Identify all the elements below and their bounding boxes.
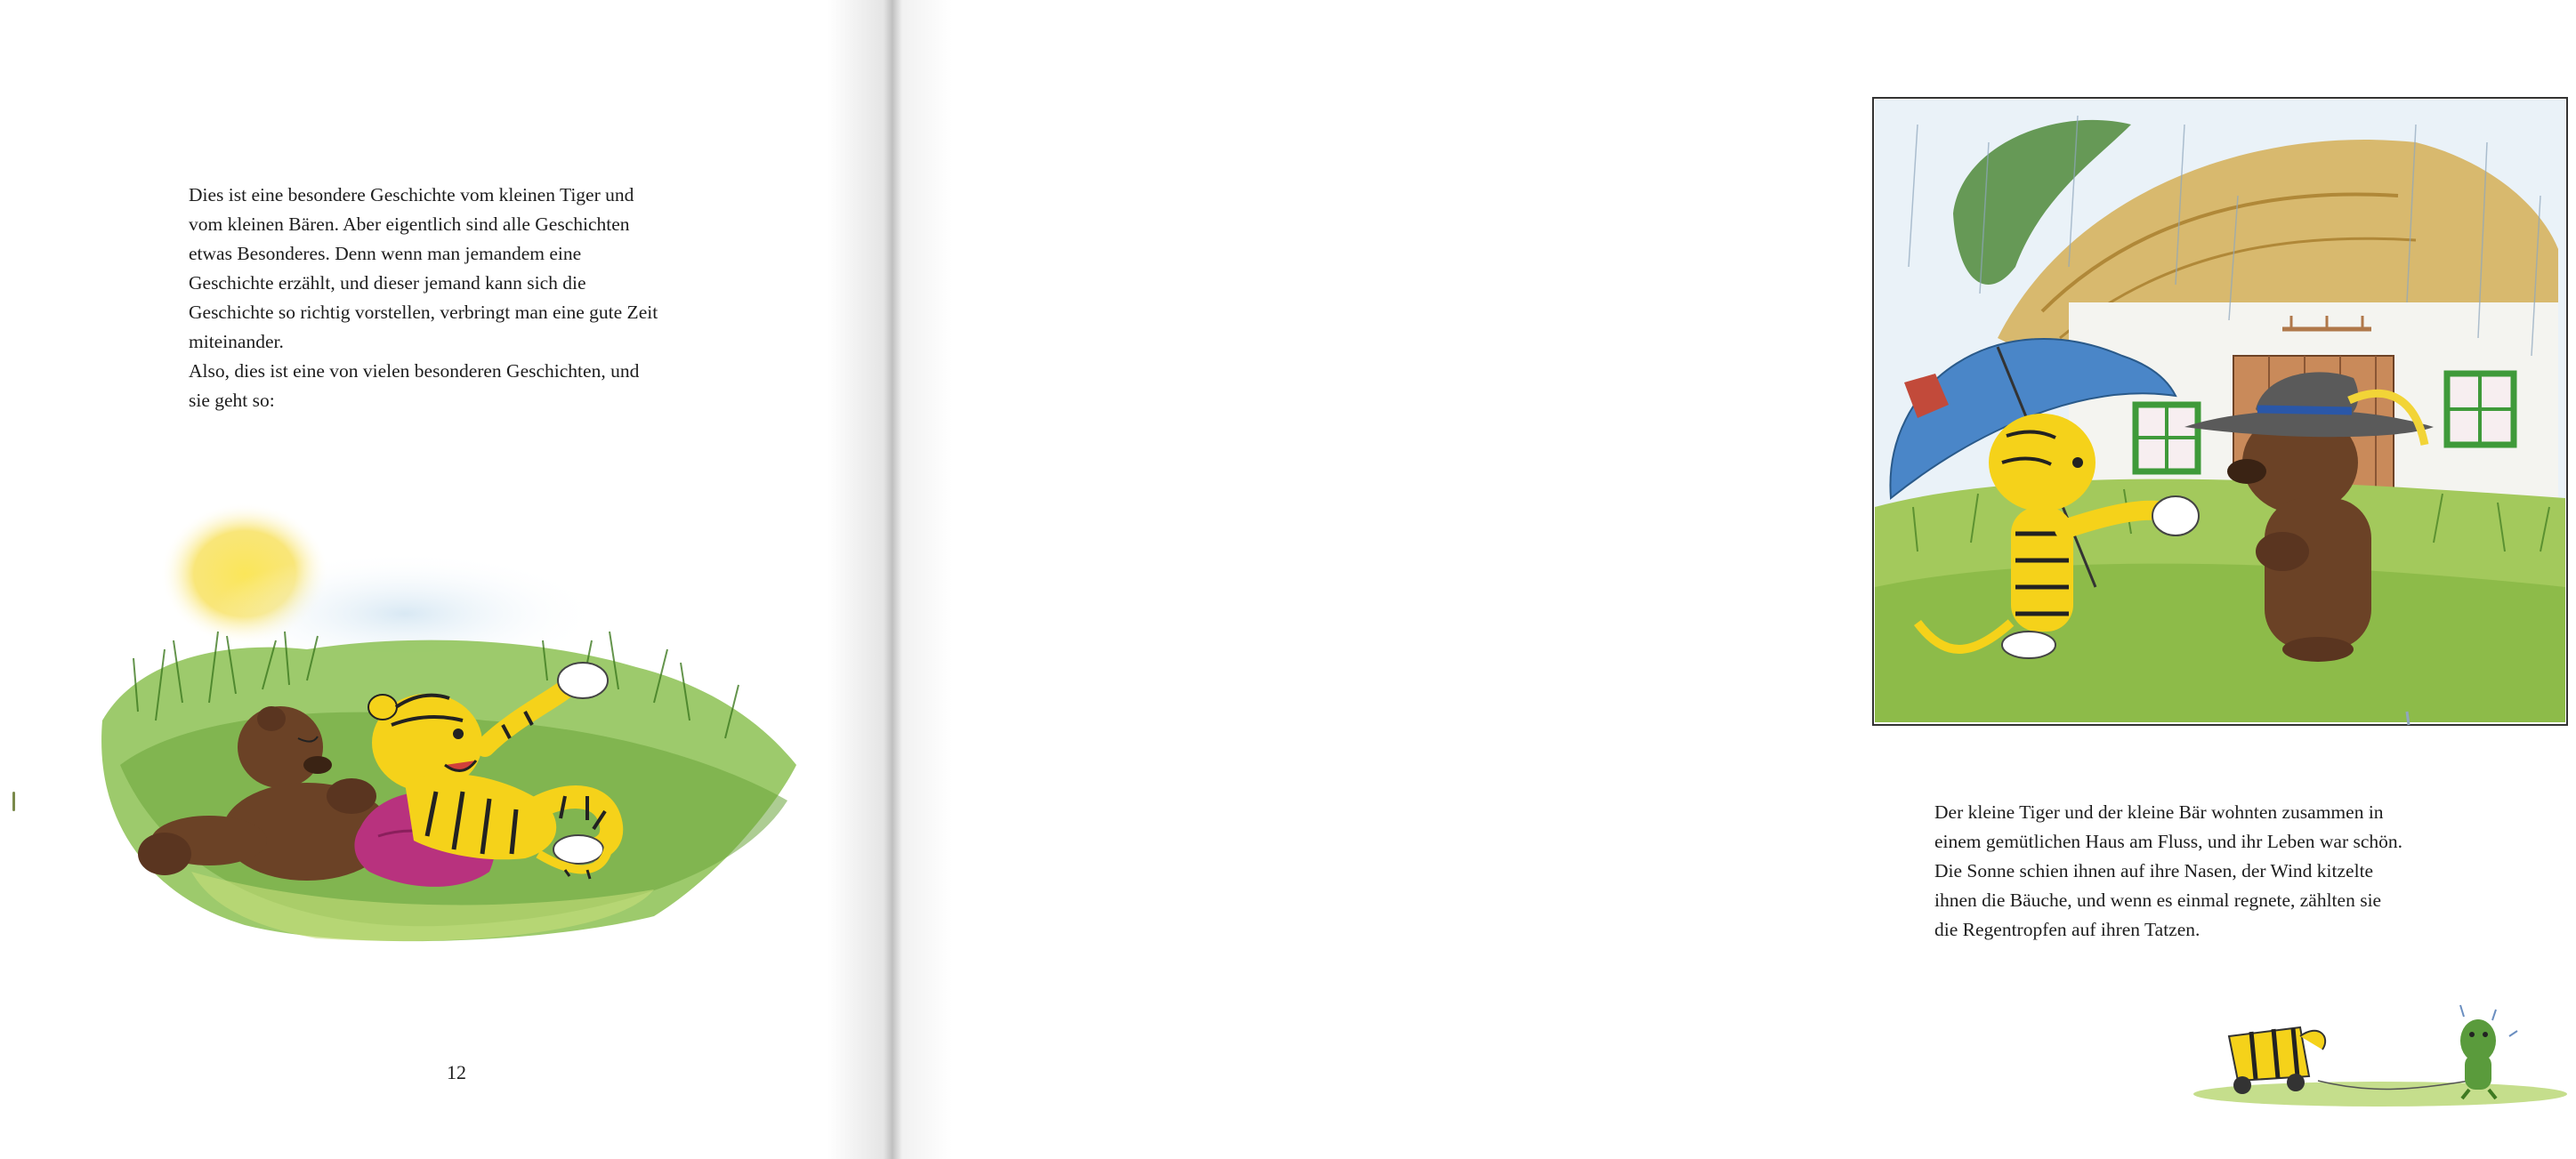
text-line: Die Sonne schien ihnen auf ihre Nasen, der Wind kitzelte <box>1934 860 2374 881</box>
text-line: Geschichte so richtig vorstellen, verbringt man eine gute Zeit <box>189 302 658 323</box>
tiger-duck-and-frog-illustration <box>2176 974 2567 1107</box>
right-page <box>872 0 2403 1159</box>
bear-and-tiger-lying-in-grass-icon <box>85 498 823 961</box>
tiger-and-bear-in-rain-by-house-icon <box>1864 89 2576 729</box>
text-line: ihnen die Bäuche, und wenn es einmal regnete, zählten sie <box>1934 889 2382 911</box>
left-page <box>0 0 872 1159</box>
margin-mark <box>12 792 15 811</box>
text-line: Geschichte erzählt, und dieser jemand kann sich die <box>189 272 586 294</box>
text-line: miteinander. <box>189 331 284 352</box>
text-line: die Regentropfen auf ihren Tatzen. <box>1934 919 2201 940</box>
bear-and-tiger-lying-in-grass-illustration <box>85 498 823 961</box>
text-line: vom kleinen Bären. Aber eigentlich sind alle Geschichten <box>189 213 630 235</box>
text-line: etwas Besonderes. Denn wenn man jemandem eine <box>189 243 582 264</box>
text-line: Der kleine Tiger und der kleine Bär wohnten zusammen in <box>1934 801 2384 823</box>
text-line: sie geht so: <box>189 390 275 411</box>
text-line: Dies ist eine besondere Geschichte vom kleinen Tiger und <box>189 184 634 205</box>
right-page-paragraph <box>1934 798 2468 945</box>
tiger-and-bear-in-rain-illustration <box>1864 89 2576 729</box>
tiger-duck-toy-and-frog-icon <box>2176 974 2567 1107</box>
left-page-paragraph <box>189 181 714 415</box>
text-line: einem gemütlichen Haus am Fluss, und ihr Leben war schön. <box>1934 831 2403 852</box>
page-number: 12 <box>447 1061 466 1083</box>
text-line: Also, dies ist eine von vielen besonderen Geschichten, und <box>189 360 640 382</box>
